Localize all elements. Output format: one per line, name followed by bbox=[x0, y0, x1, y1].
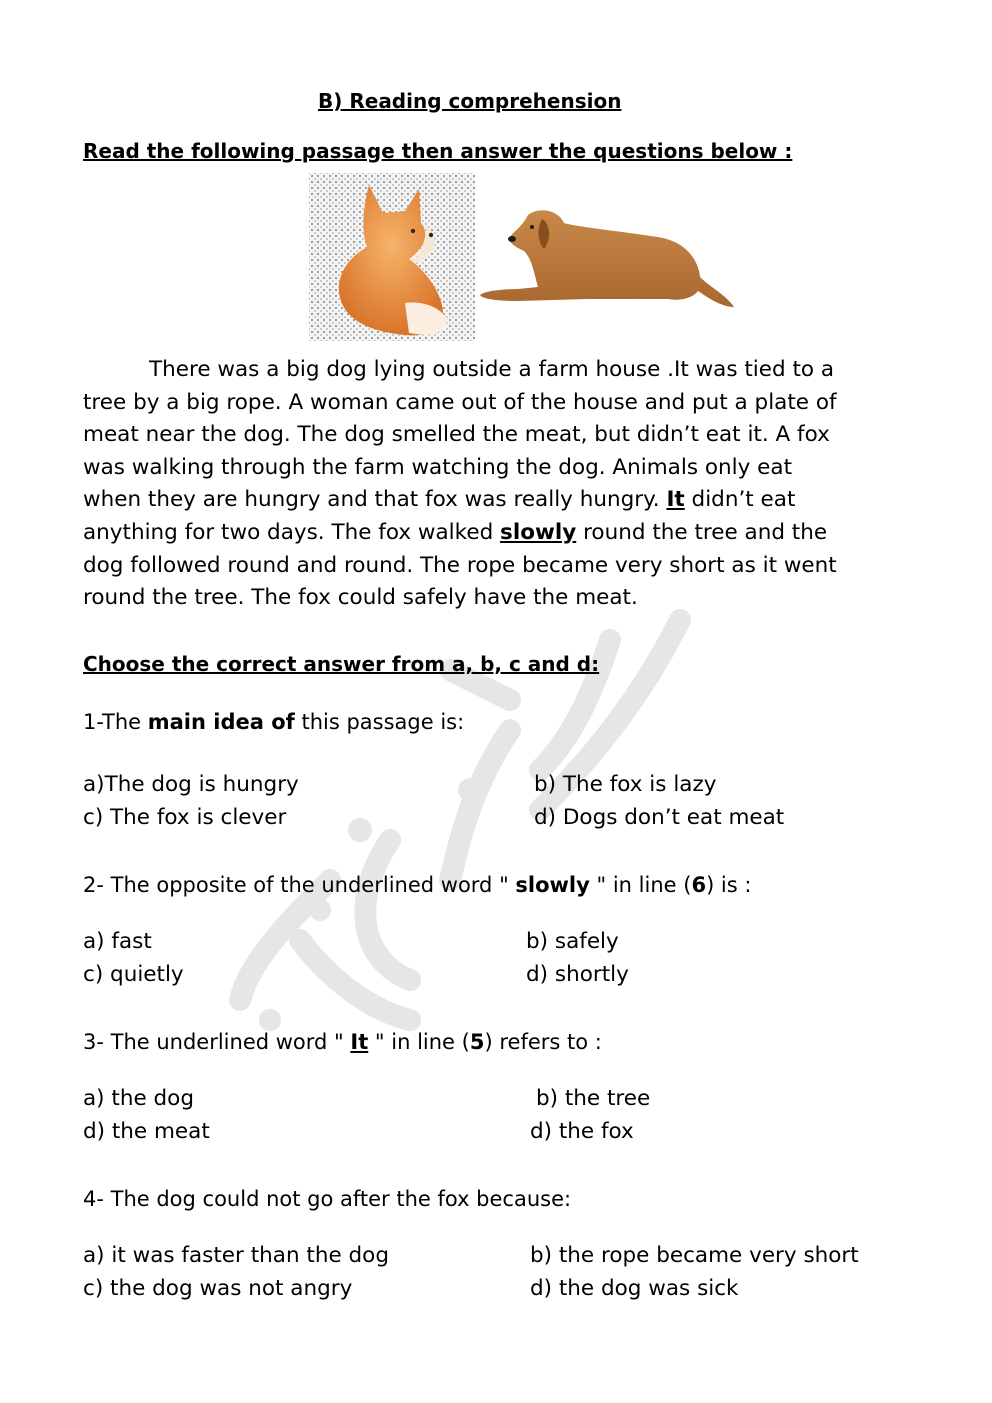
q1-option-d: d) Dogs don’t eat meat bbox=[534, 805, 785, 830]
q2-option-d: d) shortly bbox=[526, 962, 629, 987]
q2-option-a: a) fast bbox=[83, 929, 152, 954]
question-4: 4- The dog could not go after the fox because: bbox=[83, 1187, 572, 1211]
q3-option-c: d) the meat bbox=[83, 1119, 210, 1144]
section-title: B) Reading comprehension bbox=[318, 89, 622, 113]
underlined-word-slowly: slowly bbox=[500, 519, 577, 545]
passage-line: round the tree. The fox could safely have the meat. bbox=[83, 585, 638, 611]
question-2: 2- The opposite of the underlined word " slowly " in line (6) is : bbox=[83, 873, 752, 897]
q4-option-b: b) the rope became very short bbox=[530, 1243, 859, 1268]
q3-option-a: a) the dog bbox=[83, 1086, 194, 1111]
q4-option-c: c) the dog was not angry bbox=[83, 1276, 353, 1301]
q1-option-b: b) The fox is lazy bbox=[534, 772, 717, 797]
underlined-word-it: It bbox=[666, 487, 685, 513]
passage-line: anything for two days. The fox walked slowly round the tree and the bbox=[83, 519, 828, 545]
passage-line: There was a big dog lying outside a farm house .It was tied to a bbox=[149, 357, 835, 382]
passage-line: meat near the dog. The dog smelled the meat, but didn’t eat it. A fox bbox=[83, 422, 830, 448]
fox-illustration bbox=[309, 173, 475, 341]
passage-line: tree by a big rope. A woman came out of the house and put a plate of bbox=[83, 389, 837, 415]
passage-line: was walking through the farm watching the dog. Animals only eat bbox=[83, 454, 793, 480]
task-instruction: Choose the correct answer from a, b, c and d: bbox=[83, 652, 600, 676]
dog-illustration bbox=[478, 203, 738, 318]
q3-option-d: d) the fox bbox=[530, 1119, 634, 1144]
q2-option-c: c) quietly bbox=[83, 962, 184, 987]
question-1: 1-The main idea of this passage is: bbox=[83, 710, 465, 734]
passage-line: when they are hungry and that fox was really hungry. It didn’t eat bbox=[83, 487, 796, 513]
passage-line: dog followed round and round. The rope became very short as it went bbox=[83, 552, 837, 578]
instructions: Read the following passage then answer the questions below : bbox=[83, 139, 793, 163]
q2-option-b: b) safely bbox=[526, 929, 619, 954]
q4-option-a: a) it was faster than the dog bbox=[83, 1243, 389, 1268]
q1-option-a: a)The dog is hungry bbox=[83, 772, 299, 797]
reading-passage bbox=[83, 354, 853, 615]
question-3: 3- The underlined word " It " in line (5) refers to : bbox=[83, 1030, 602, 1054]
q4-option-d: d) the dog was sick bbox=[530, 1276, 739, 1301]
q3-option-b: b) the tree bbox=[536, 1086, 651, 1111]
q1-option-c: c) The fox is clever bbox=[83, 805, 287, 830]
